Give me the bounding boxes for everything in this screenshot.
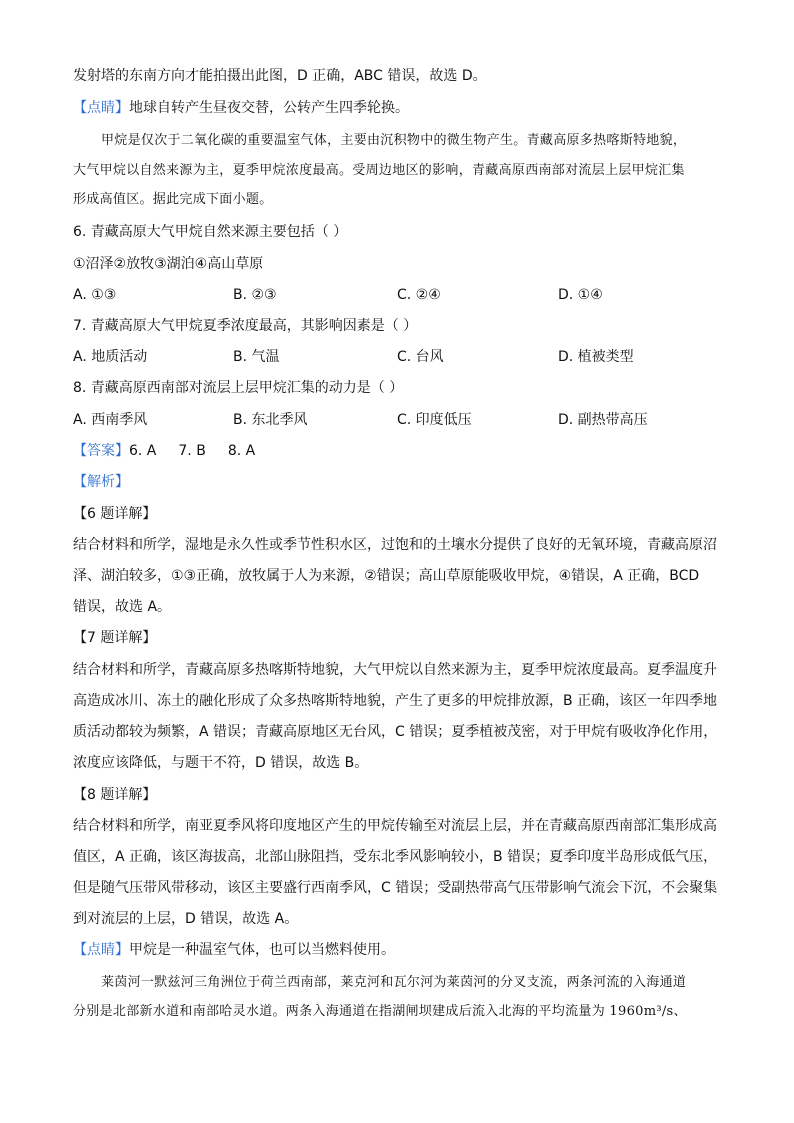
detail-7-line: 浓度应该降低，与题干不符，D 错误，故选 B。: [73, 755, 369, 771]
q7-option-b: B. 气温: [233, 349, 280, 365]
tip2-label: 【点睛】: [73, 942, 129, 958]
q6-option-a: A. ①③: [73, 287, 117, 303]
tip2-text: 甲烷是一种温室气体，也可以当燃料使用。: [129, 942, 395, 958]
detail-8-label: 【8 题详解】: [73, 787, 157, 803]
detail-7-line: 质活动都较为频繁，A 错误；青藏高原地区无台风，C 错误；夏季植被茂密，对于甲烷有吸收净化作用，: [73, 724, 718, 740]
question-6-items: ①沼泽②放牧③湖泊④高山草原: [73, 256, 264, 272]
detail-8-line: 但是随气压带风带移动，该区主要盛行西南季风，C 错误；受副热带高气压带影响气流会下沉，不会聚集: [73, 880, 718, 896]
detail-6-line: 结合材料和所学，湿地是永久性或季节性积水区，过饱和的土壤水分提供了良好的无氧环境，青藏高原沼: [73, 537, 717, 553]
q8-option-d: D. 副热带高压: [558, 412, 648, 428]
q6-option-b: B. ②③: [233, 287, 277, 303]
question-7-stem: 7. 青藏高原大气甲烷夏季浓度最高，其影响因素是（ ）: [73, 318, 418, 334]
detail-6-line: 泽、湖泊较多，①③正确，放牧属于人为来源，②错误；高山草原能吸收甲烷，④错误，A 正确，BCD: [73, 568, 700, 584]
prev-solution-line: 发射塔的东南方向才能拍摄出此图，D 正确，ABC 错误，故选 D。: [73, 68, 487, 84]
q7-option-d: D. 植被类型: [558, 349, 634, 365]
tip2: [73, 940, 395, 960]
detail-7-line: 结合材料和所学，青藏高原多热喀斯特地貌，大气甲烷以自然来源为主，夏季甲烷浓度最高。夏季温度升: [73, 662, 717, 678]
passage1-line: 大气甲烷以自然来源为主，夏季甲烷浓度最高。受周边地区的影响，青藏高原西南部对流层上层甲烷汇集: [73, 163, 685, 178]
tip-label: 【点睛】: [73, 100, 129, 116]
analysis-label: 【解析】: [73, 474, 129, 490]
tip-text: 地球自转产生昼夜交替，公转产生四季轮换。: [129, 100, 409, 116]
answer-line: [73, 441, 277, 461]
q7-option-c: C. 台风: [397, 349, 444, 365]
prev-tip: [73, 98, 409, 118]
detail-7-label: 【7 题详解】: [73, 630, 157, 646]
detail-6-line: 错误，故选 A。: [73, 599, 172, 615]
answer-item: 6. A: [129, 443, 157, 459]
q6-option-c: C. ②④: [397, 287, 441, 303]
passage2-line: 莱茵河一默兹河三角洲位于荷兰西南部，莱克河和瓦尔河为莱茵河的分叉支流，两条河流的入海通道: [101, 975, 687, 990]
answer-item: 7. B: [178, 443, 206, 459]
q8-option-c: C. 印度低压: [397, 412, 472, 428]
detail-7-line: 高造成冰川、冻土的融化形成了众多热喀斯特地貌，产生了更多的甲烷排放源，B 正确，该区一年四季地: [73, 693, 718, 709]
q8-option-b: B. 东北季风: [233, 412, 308, 428]
question-8-stem: 8. 青藏高原西南部对流层上层甲烷汇集的动力是（ ）: [73, 380, 404, 396]
detail-8-line: 值区，A 正确，该区海拔高，北部山脉阻挡，受东北季风影响较小，B 错误；夏季印度半岛形成低气压，: [73, 849, 718, 865]
detail-8-line: 到对流层的上层，D 错误，故选 A。: [73, 911, 299, 927]
answer-label: 【答案】: [73, 443, 129, 459]
passage2-line: 分别是北部新水道和南部哈灵水道。两条入海通道在指湖闸坝建成后流入北海的平均流量为 1960m³/s、: [73, 1004, 687, 1019]
answer-item: 8. A: [227, 443, 256, 459]
passage1-line: 形成高值区。据此完成下面小题。: [73, 192, 273, 207]
passage1-line: 甲烷是仅次于二氧化碳的重要温室气体，主要由沉积物中的微生物产生。青藏高原多热喀斯特地貌，: [101, 133, 687, 148]
q6-option-d: D. ①④: [558, 287, 603, 303]
detail-8-line: 结合材料和所学，南亚夏季风将印度地区产生的甲烷传输至对流层上层，并在青藏高原西南部汇集形成高: [73, 818, 717, 834]
q7-option-a: A. 地质活动: [73, 349, 148, 365]
q8-option-a: A. 西南季风: [73, 412, 148, 428]
question-6-stem: 6. 青藏高原大气甲烷自然来源主要包括（ ）: [73, 224, 348, 240]
detail-6-label: 【6 题详解】: [73, 506, 157, 522]
